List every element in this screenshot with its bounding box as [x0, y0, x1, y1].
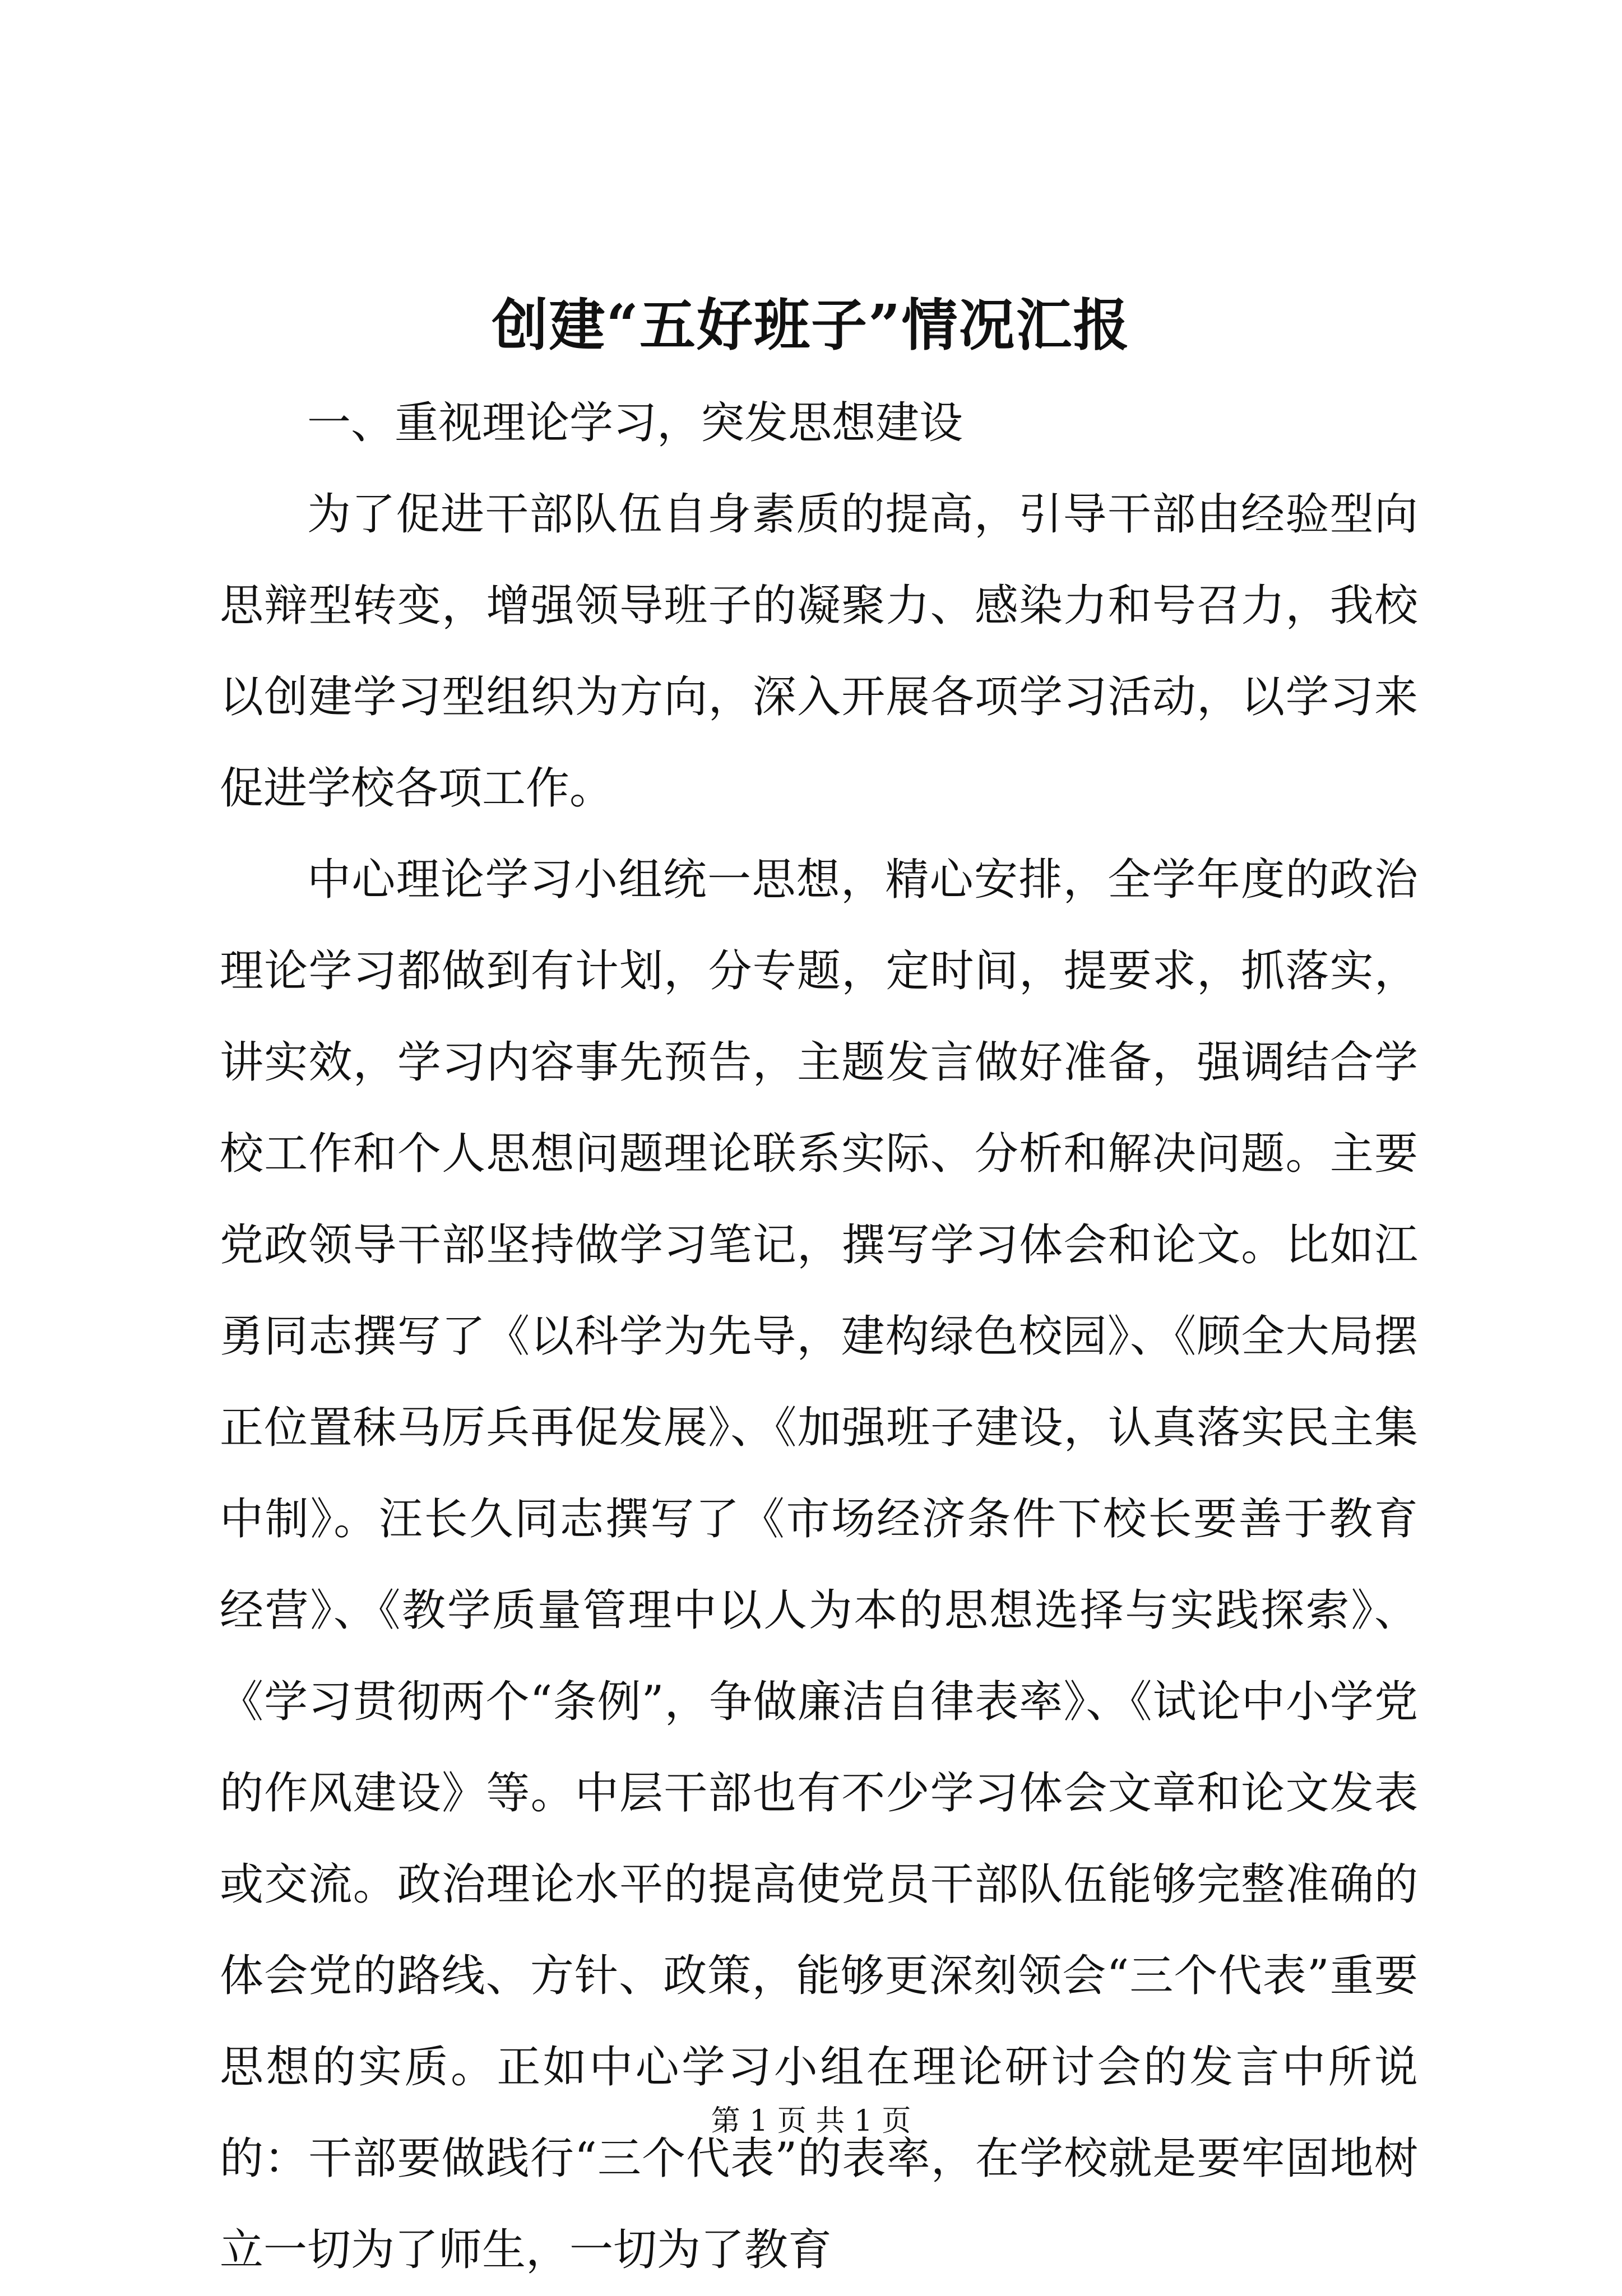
paragraph: 为了促进干部队伍自身素质的提高，引导干部由经验型向思辩型转变，增强领导班子的凝聚力、感染力和号召力，我校以创建学习型组织为方向，深入开展各项学习活动，以学习来促进学校各项工作。	[220, 489, 1418, 814]
section-heading: 一、重视理论学习，突发思想建设	[307, 398, 963, 448]
document-title: 创建“五好班子”情况汇报	[492, 292, 1130, 358]
document-body	[220, 378, 1418, 2296]
page-number-footer: 第 1 页 共 1 页	[711, 2104, 911, 2138]
paragraph: 中心理论学习小组统一思想，精心安排，全学年度的政治理论学习都做到有计划，分专题，定时间，提要求，抓落实，讲实效，学习内容事先预告，主题发言做好准备，强调结合学校工作和个人思想问题理论联系实际、分析和解决问题。主要党政领导干部坚持做学习笔记，撰写学习体会和论文。比如江勇同志撰写了《以科学为先导，建构绿色校园》、《顾全大局摆正位置秣马厉兵再促发展》、《加强班子建设，认真落实民主集中制》。汪长久同志撰写了《市场经济条件下校长要善于教育经营》、《教学质量管理中以人为本的思想选择与实践探索》、《学习贯彻两个“条例”，争做廉洁自律表率》、《试论中小学党的作风建设》等。中层干部也有不少学习体会文章和论文发表或交流。政治理论水平的提高使党员干部队伍能够完整准确的体会党的路线、方针、政策，能够更深刻领会“三个代表”重要思想的实质。正如中心学习小组在理论研讨会的发言中所说的：干部要做践行“三个代表”的表率，在学校就是要牢固地树立一切为了师生，一切为了教育	[220, 855, 1418, 2275]
